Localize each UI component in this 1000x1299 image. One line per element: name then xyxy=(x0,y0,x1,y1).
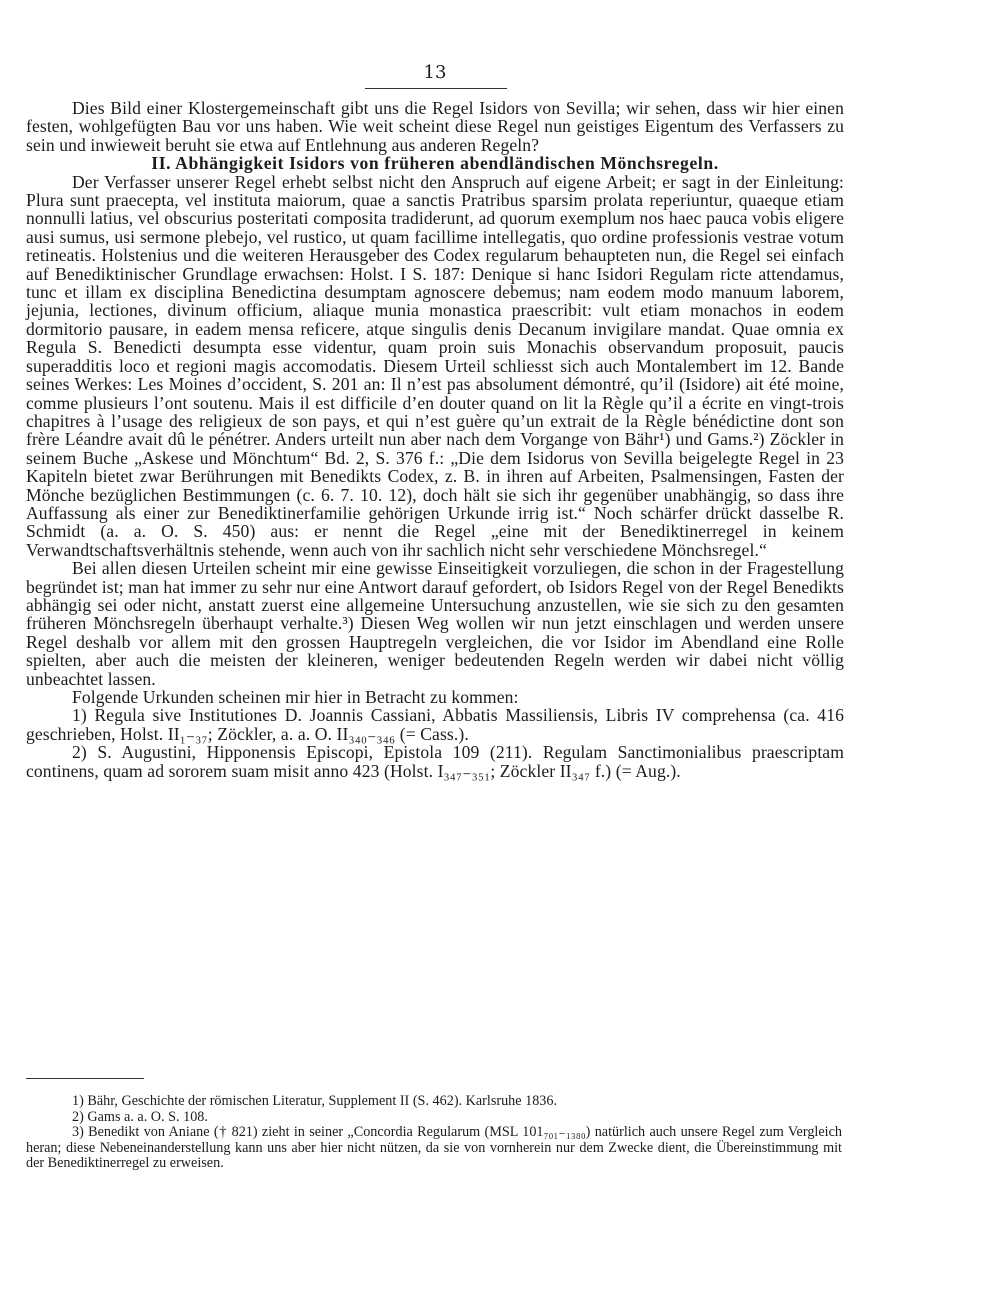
footnotes xyxy=(26,1094,842,1172)
body-paragraph-3: Folgende Urkunden scheinen mir hier in Betracht zu kommen: xyxy=(72,687,519,707)
body-paragraph-1: Der Verfasser unserer Regel erhebt selbst nicht den Anspruch auf eigene Arbeit; er sagt in der Einleitung: Plura sunt praecepta, vel instituta maiorum, quae a sanctis Pratribus sparsim prolata reperiuntur, quaeque etiam nonnulli latius, vel obscurius posteritati composita tradiderunt, ad quorum exemplum nos haec pauca vobis eligere ausi sumus, usi sermone plebejo, vel rustico, ut quam facillime intellegatis, quo ordine professionis vestrae votum retineatis. Holstenius und die weiteren Herausgeber des Codex regularum behaupteten nun, die Regel sei einfach auf Benediktinischer Grundlage erwachsen: Holst. I S. 187: Denique si hanc Isidori Regulam ricte attendamus, tunc et illam ex disciplina Benedictina desumptam agnoscere debemus; nam eodem modo manuum laborem, jejunia, lectiones, divinum officium, aliaque munia monastica praescribit: vult etiam monachos in eodem dormitorio pausare, in eadem mensa reficere, atque singulis denis Decanum invigilare mandat. Quae omnia ex Regula S. Benedicti desumpta esse videntur, quam proin suis Monachis observandum proposuit, paucis superadditis loco et regioni magis accomodatis. Diesem Urteil schliesst sich auch Montalembert im 12. Bande seines Werkes: Les Moines d’occident, S. 201 an: Il n’est pas absolument démontré, qu’il (Isidore) ait été moine, comme plusieurs l’ont soutenu. Mais il est difficile d’en douter quand on lit la Règle qu’il a écrite en vingt-trois chapitres à l’usage des religieux de son pays, et qui n’est guère qu’un extrait de la Règle bénédictine dont son frère Léandre avait dû le pénétrer. Anders urteilt nun aber nach dem Vorgange von Bähr¹) und Gams.²) Zöckler in seinem Buche „Askese und Mönchtum“ Bd. 2, S. 376 f.: „Die dem Isidorus von Sevilla beigelegte Regel in 23 Kapiteln bietet zwar Berührungen mit Benedikts Codex, z. B. in ihren auf Arbeiten, Psalmensingen, Fasten der Mönche bezüglichen Bestimmungen (c. 6. 7. 10. 12), doch hält sie sich ihr gegenüber unabhängig, so dass ihre Auffassung als einer zur Benediktinerfamilie gehörigen Urkunde irrig ist.“ Noch schärfer drückt dasselbe R. Schmidt (a. a. O. S. 450) aus: er nennt die Regel „eine mit der Benediktinerregel in keinem Verwandtschaftsverhältnis stehende, wenn auch von ihr sachlich nicht sehr verschiedene Mönchsregel.“ xyxy=(26,171,844,560)
section-heading: II. Abhängigkeit Isidors von früheren abendländischen Mönchsregeln. xyxy=(151,153,719,174)
header-rule xyxy=(365,88,507,89)
intro-paragraph: Dies Bild einer Klostergemeinschaft gibt uns die Regel Isidors von Sevilla; wir sehen, dass wir hier einen festen, wohlgefügten Bau vor uns haben. Wie weit scheint diese Regel nun geistiges Eigentum des Verfassers zu sein und inwieweit beruht sie etwa auf Entlehnung aus anderen Regeln? xyxy=(26,98,844,155)
page-number: 13 xyxy=(423,62,447,83)
list-item-1: 1) Regula sive Institutiones D. Joannis Cassiani, Abbatis Massiliensis, Libris IV comprehensa (ca. 416 geschrieben, Holst. II₁₋₃₇; Zöckler, a. a. O. II₃₄₀₋₃₄₆ (= Cass.). xyxy=(26,705,844,744)
body-paragraph-2: Bei allen diesen Urteilen scheint mir eine gewisse Einseitigkeit vorzuliegen, die schon in der Fragestellung begründet ist; man hat immer zu sehr nur eine Antwort darauf gefordert, ob Isidors Regel von der Regel Benedikts abhängig sei oder nicht, anstatt zuerst eine allgemeine Untersuchung anzustellen, wie sie sich zu den gesamten früheren Mönchsregeln überhaupt verhalte.³) Diesen Weg wollen wir nun jetzt einschlagen und werden unsere Regel deshalb vor allem mit den grossen Hauptregeln vergleichen, die vor Isidor im Abendland eine Rolle spielten, aber auch die meisten der kleineren, weniger bedeutenden Regeln werden wir dabei nicht völlig unbeachtet lassen. xyxy=(26,558,844,689)
footnote-1: 1) Bähr, Geschichte der römischen Literatur, Supplement II (S. 462). Karlsruhe 1836. xyxy=(72,1093,558,1109)
footnote-rule xyxy=(26,1078,144,1079)
footnote-3: 3) Benedikt von Aniane († 821) zieht in seiner „Concordia Regularum (MSL 101₇₀₁₋₁₃₈₀) natürlich auch unsere Regel zum Vergleich heran; diese Nebeneinanderstellung kann uns aber hier nicht nützen, da sie von vornherein nur dem Zwecke dient, die Übereinstimmung mit der Benediktinerregel zu erweisen. xyxy=(26,1124,842,1172)
main-text xyxy=(26,99,844,780)
list-item-2: 2) S. Augustini, Hipponensis Episcopi, Epistola 109 (211). Regulam Sanctimonialibus praescriptam continens, quam ad sororem suam misit anno 423 (Holst. I₃₄₇₋₃₅₁; Zöckler II₃₄₇ f.) (= Aug.). xyxy=(26,742,844,781)
footnote-2: 2) Gams a. a. O. S. 108. xyxy=(72,1108,208,1125)
